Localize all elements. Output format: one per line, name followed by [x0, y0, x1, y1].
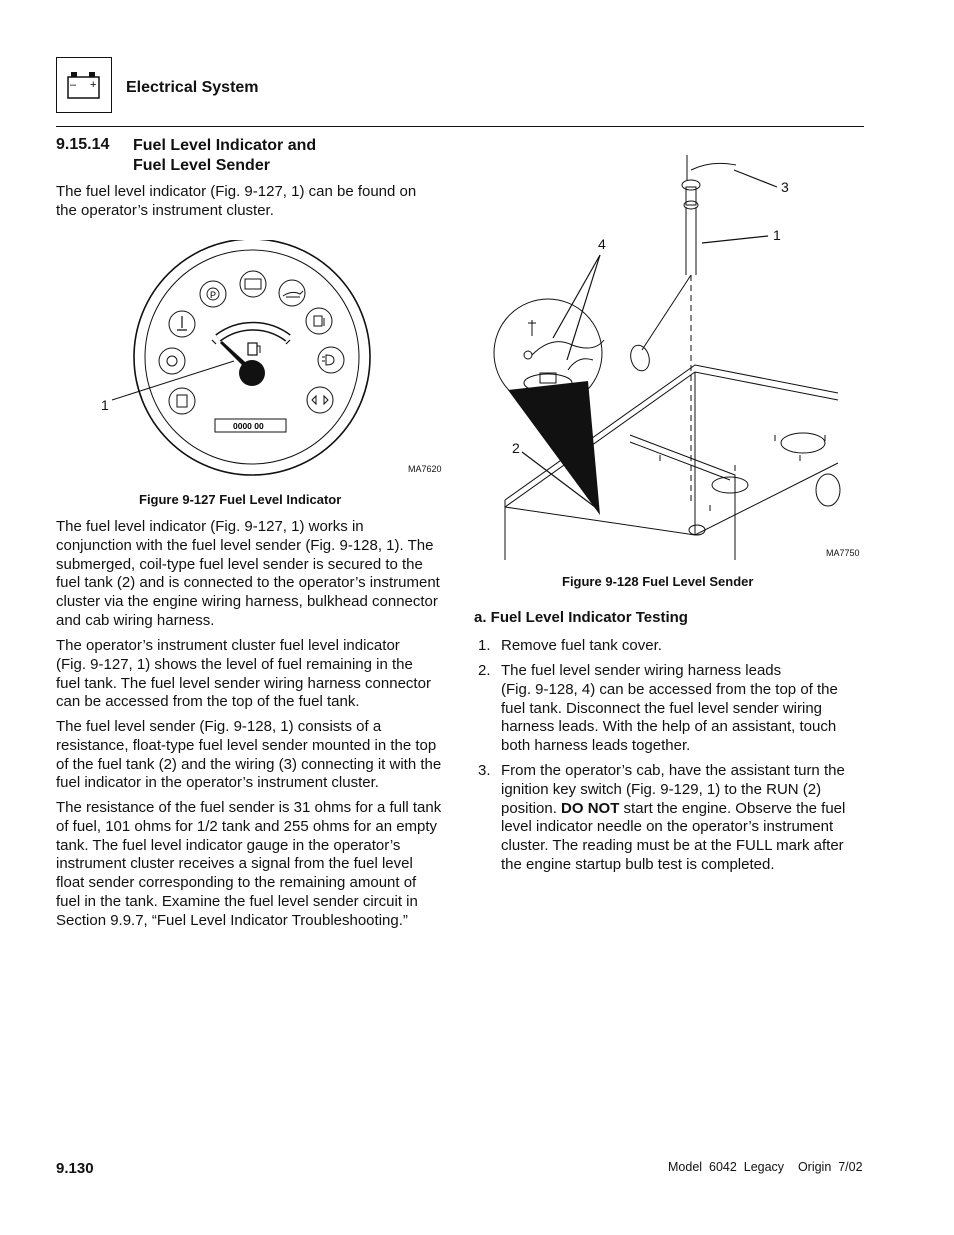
text-line: submerged, coil-type fuel level sender is secured to the: [56, 555, 423, 573]
text-line: fuel in the tank. Examine the fuel level sender circuit in: [56, 892, 418, 910]
text-line: From the operator’s cab, have the assistant turn the: [501, 762, 845, 779]
text-line: The fuel level sender (Fig. 9-128, 1) consists of a: [56, 718, 382, 735]
text-line: harness leads. With the help of an assistant, touch: [501, 718, 837, 736]
text-line: Remove fuel tank cover.: [501, 637, 662, 654]
step-number: 3.: [478, 762, 491, 779]
callout-1: 1: [773, 227, 781, 243]
text-line: resistance, float-type fuel level sender mounted in the top: [56, 736, 437, 754]
text-line: conjunction with the fuel level sender (Fig. 9-128, 1). The: [56, 536, 434, 554]
text-line: The fuel level indicator (Fig. 9-127, 1) works in: [56, 518, 364, 535]
text-run: start the engine. Observe the fuel: [619, 799, 846, 817]
text-line: The fuel level sender wiring harness leads: [501, 662, 782, 679]
text-line: fuel tank. The fuel level sender wiring harness connector: [56, 674, 431, 692]
text-line: instrument cluster receives a signal from the fuel level: [56, 855, 413, 873]
text-line: Section 9.9.7, “Fuel Level Indicator Troubleshooting.”: [56, 911, 408, 929]
text-line: ignition key switch (Fig. 9-129, 1) to the RUN (2): [501, 780, 822, 798]
figure-caption: Figure 9-128 Fuel Level Sender: [562, 574, 754, 589]
step-text: [501, 762, 863, 875]
fuel-level-sender-figure: [480, 145, 864, 565]
text-run: position.: [501, 799, 562, 817]
paragraph: [56, 718, 448, 793]
step-number: 2.: [478, 662, 491, 679]
parking-brake-icon: P: [210, 290, 217, 300]
battery-icon-box: [56, 57, 112, 113]
callout-leader: [734, 170, 777, 187]
callout-leader: [553, 255, 600, 338]
text-line: (Fig. 9-128, 4) can be accessed from the top of the: [501, 680, 838, 698]
section-title-line: Fuel Level Sender: [133, 157, 270, 174]
figure-code: MA7620: [408, 464, 442, 474]
text-line: fuel indicator in the operator’s instrument cluster.: [56, 774, 379, 792]
text-line: [501, 800, 863, 819]
section-number: 9.15.14: [56, 136, 110, 153]
subsection-heading: a. Fuel Level Indicator Testing: [474, 609, 688, 626]
text-line: and cab wiring harness.: [56, 611, 215, 629]
callout-2: 2: [512, 440, 520, 456]
hour-meter-value: 0000 00: [233, 421, 264, 431]
paragraph: [56, 799, 448, 931]
text-line: The fuel level indicator (Fig. 9-127, 1) can be found on: [56, 183, 417, 200]
wiring-detail-inset: [494, 299, 604, 515]
text-line: the engine startup bulb test is completed.: [501, 855, 775, 873]
fuel-sender: [628, 155, 736, 505]
fuel-level-indicator-figure: [100, 240, 450, 485]
intro-paragraph: [56, 183, 448, 221]
paragraph: [56, 518, 448, 631]
callout-leader: [702, 236, 768, 243]
callout-4: 4: [598, 236, 606, 252]
step-number: 1.: [478, 637, 491, 654]
text-line: the operator’s instrument cluster.: [56, 201, 274, 219]
battery-plus: +: [90, 79, 97, 91]
text-line: of fuel, 101 ohms for 1/2 tank and 255 ohms for an empty: [56, 817, 438, 835]
needle-hub: [239, 360, 265, 386]
step-text: [501, 637, 863, 656]
header-divider: [56, 126, 864, 127]
text-line: cluster. The reading must be at the FULL mark after: [501, 837, 844, 855]
figure-caption: Figure 9-127 Fuel Level Indicator: [139, 492, 342, 507]
text-line: (Fig. 9-127, 1) shows the level of fuel remaining in the: [56, 655, 413, 673]
battery-icon: [57, 58, 110, 111]
callout-leader: [567, 255, 600, 360]
text-line: The resistance of the fuel sender is 31 ohms for a full tank: [56, 799, 442, 816]
callout-3: 3: [781, 179, 789, 195]
text-line: of the fuel tank (2) and the wiring (3) connecting it with the: [56, 755, 442, 773]
text-line: The operator’s instrument cluster fuel level indicator: [56, 637, 400, 654]
section-title-line: Fuel Level Indicator and: [133, 137, 317, 154]
text-line: float sender corresponding to the remaining amount of: [56, 874, 417, 892]
callout-1: 1: [101, 397, 109, 413]
page-number: 9.130: [56, 1160, 94, 1177]
text-line: fuel tank (2) and is connected to the operator’s instrument: [56, 574, 440, 592]
text-line: can be accessed from the top of the fuel tank.: [56, 693, 360, 711]
text-line: both harness leads together.: [501, 737, 691, 755]
section-title: [133, 136, 316, 176]
text-line: cluster via the engine wiring harness, bulkhead connector: [56, 593, 438, 611]
battery-minus: –: [70, 79, 77, 91]
text-line: tank. The fuel level indicator gauge in the operator’s: [56, 836, 401, 854]
figure-code: MA7750: [826, 548, 860, 558]
paragraph: [56, 637, 448, 712]
text-line: level indicator needle on the operator’s instrument: [501, 818, 834, 836]
text-line: fuel tank. Disconnect the fuel level sender wiring: [501, 699, 823, 717]
footer-model-info: Model 6042 Legacy Origin 7/02: [668, 1160, 863, 1174]
step-text: [501, 662, 863, 756]
do-not-emphasis: DO NOT: [561, 799, 620, 817]
header-title: Electrical System: [126, 79, 259, 96]
